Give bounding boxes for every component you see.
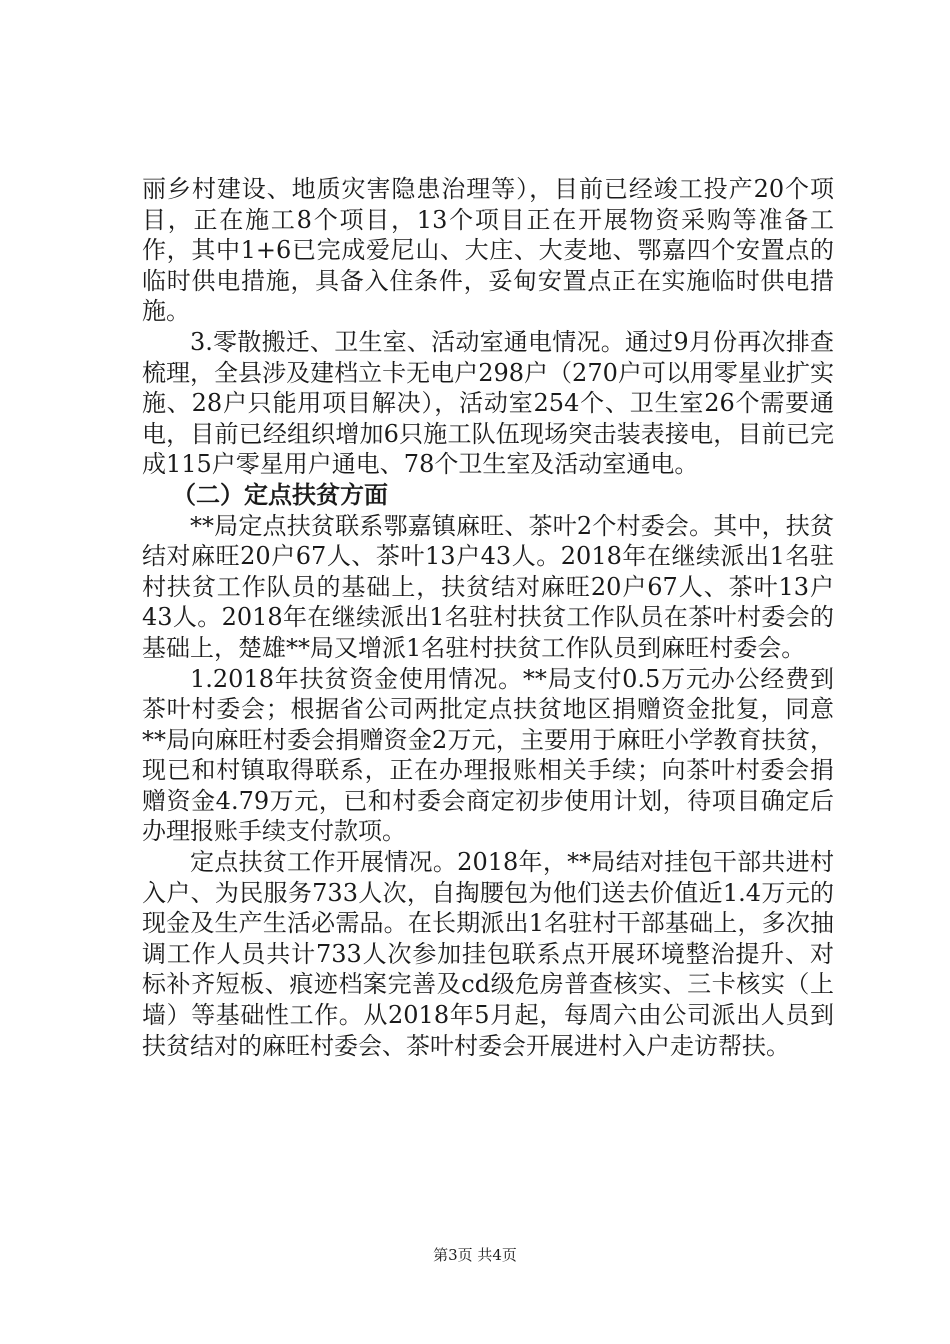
section-heading: （二）定点扶贫方面 (172, 479, 388, 509)
document-body (142, 174, 834, 1061)
paragraph-continued: 丽乡村建设、地质灾害隐患治理等），目前已经竣工投产20个项目，正在施工8个项目，13个项目正在开展物资采购等准备工作，其中1+6已完成爱尼山、大庄、大麦地、鄂嘉四个安置点的临时供电措施，具备入住条件，妥甸安置点正在实施临时供电措施。 (142, 175, 834, 326)
paragraph-work-progress: 定点扶贫工作开展情况。2018年，**局结对挂包干部共进村入户、为民服务733人次，自掏腰包为他们送去价值近1.4万元的现金及生产生活必需品。在长期派出1名驻村干部基础上，多次抽调工作人员共计733人次参加挂包联系点开展环境整治提升、对标补齐短板、痕迹档案完善及cd级危房普查核实、三卡核实（上墙）等基础性工作。从2018年5月起，每周六由公司派出人员到扶贫结对的麻旺村委会、茶叶村委会开展进村入户走访帮扶。 (142, 848, 834, 1060)
page-number-footer: 第3页 共4页 (433, 1246, 517, 1264)
paragraph-funds: 1.2018年扶贫资金使用情况。**局支付0.5万元办公经费到茶叶村委会；根据省公司两批定点扶贫地区捐赠资金批复，同意**局向麻旺村委会捐赠资金2万元，主要用于麻旺小学教育扶贫，现已和村镇取得联系，正在办理报账相关手续；向茶叶村委会捐赠资金4.79万元，已和村委会商定初步使用计划，待项目确定后办理报账手续支付款项。 (142, 664, 834, 846)
paragraph-electrification: 3.零散搬迁、卫生室、活动室通电情况。通过9月份再次排查梳理，全县涉及建档立卡无电户298户（270户可以用零星业扩实施、28户只能用项目解决），活动室254个、卫生室26个需要通电，目前已经组织增加6只施工队伍现场突击装表接电，目前已完成115户零星用户通电、78个卫生室及活动室通电。 (142, 327, 834, 479)
paragraph-targeted-aid: **局定点扶贫联系鄂嘉镇麻旺、茶叶2个村委会。其中，扶贫结对麻旺20户67人、茶叶13户43人。2018年在继续派出1名驻村扶贫工作队员的基础上，扶贫结对麻旺20户67人、茶叶13户43人。2018年在继续派出1名驻村扶贫工作队员在茶叶村委会的基础上，楚雄**局又增派1名驻村扶贫工作队员到麻旺村委会。 (142, 511, 834, 662)
